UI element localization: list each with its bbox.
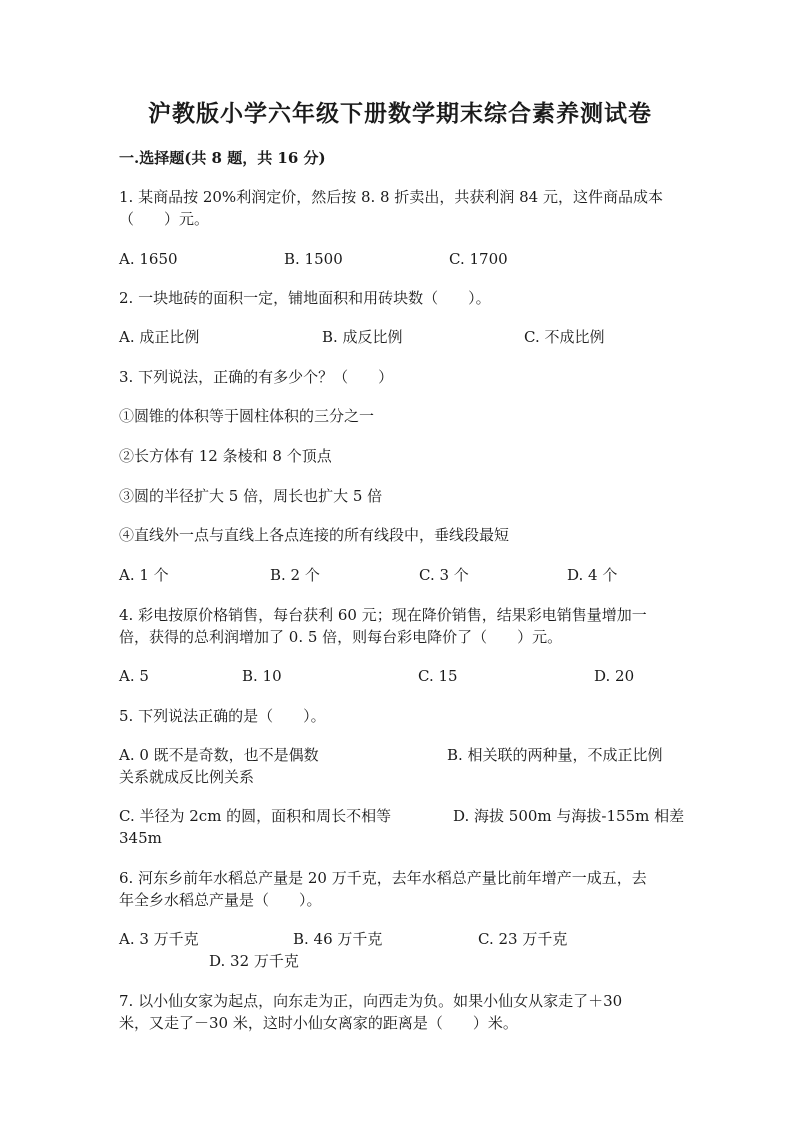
question-3-statement-2: ②长方体有 12 条棱和 8 个顶点 <box>119 447 332 465</box>
question-3-text: 3. 下列说法，正确的有多少个？（ ） <box>119 368 394 386</box>
question-6-option-d: D. 32 万千克 <box>209 952 299 970</box>
question-1-option-a: A. 1650 <box>119 250 178 268</box>
question-3-option-c: C. 3 个 <box>419 566 469 584</box>
question-1-option-b: B. 1500 <box>284 250 343 268</box>
question-3-statement-1: ①圆锥的体积等于圆柱体积的三分之一 <box>119 407 375 425</box>
question-6-option-c: C. 23 万千克 <box>478 930 568 948</box>
question-1-text: 1. 某商品按 20%利润定价，然后按 8. 8 折卖出，共获利润 84 元，这件商品成本 <box>119 188 663 206</box>
question-5-text: 5. 下列说法正确的是（ ）。 <box>119 707 326 725</box>
question-7-text-cont: 米，又走了－30 米，这时小仙女离家的距离是（ ）米。 <box>119 1014 518 1032</box>
question-5-option-d-cont: 345m <box>119 829 162 847</box>
question-4-option-a: A. 5 <box>119 667 149 685</box>
question-6-option-a: A. 3 万千克 <box>119 930 199 948</box>
question-2-option-b: B. 成反比例 <box>322 328 403 346</box>
question-2-text: 2. 一块地砖的面积一定，铺地面积和用砖块数（ ）。 <box>119 289 491 307</box>
question-2-option-c: C. 不成比例 <box>524 328 605 346</box>
question-3-option-b: B. 2 个 <box>270 566 320 584</box>
question-5-option-a: A. 0 既不是奇数，也不是偶数 <box>119 746 319 764</box>
question-3-option-a: A. 1 个 <box>119 566 169 584</box>
page-title: 沪教版小学六年级下册数学期末综合素养测试卷 <box>148 100 652 127</box>
question-4-option-d: D. 20 <box>594 667 635 685</box>
question-3-statement-3: ③圆的半径扩大 5 倍，周长也扩大 5 倍 <box>119 487 383 505</box>
question-2-option-a: A. 成正比例 <box>119 328 200 346</box>
question-5-option-b-cont: 关系就成反比例关系 <box>119 768 255 786</box>
question-1-text-cont: （ ）元。 <box>119 210 210 228</box>
question-5-option-d: D. 海拔 500m 与海拔-155m 相差 <box>453 807 685 825</box>
question-3-option-d: D. 4 个 <box>567 566 618 584</box>
question-1-option-c: C. 1700 <box>449 250 508 268</box>
question-4-text-cont: 倍，获得的总利润增加了 0. 5 倍，则每台彩电降价了（ ）元。 <box>119 628 563 646</box>
question-4-option-c: C. 15 <box>418 667 458 685</box>
question-7-text: 7. 以小仙女家为起点，向东走为正，向西走为负。如果小仙女从家走了＋30 <box>119 992 623 1010</box>
question-3-statement-4: ④直线外一点与直线上各点连接的所有线段中，垂线段最短 <box>119 526 510 544</box>
question-6-text: 6. 河东乡前年水稻总产量是 20 万千克，去年水稻总产量比前年增产一成五，去 <box>119 869 647 887</box>
question-6-text-cont: 年全乡水稻总产量是（ ）。 <box>119 891 322 909</box>
question-5-option-b: B. 相关联的两种量，不成正比例 <box>447 746 663 764</box>
question-4-option-b: B. 10 <box>242 667 282 685</box>
question-4-text: 4. 彩电按原价格销售，每台获利 60 元；现在降价销售，结果彩电销售量增加一 <box>119 606 647 624</box>
question-6-option-b: B. 46 万千克 <box>293 930 383 948</box>
question-5-option-c: C. 半径为 2cm 的圆，面积和周长不相等 <box>119 807 392 825</box>
section-heading: 一.选择题(共 8 题，共 16 分) <box>119 149 326 167</box>
